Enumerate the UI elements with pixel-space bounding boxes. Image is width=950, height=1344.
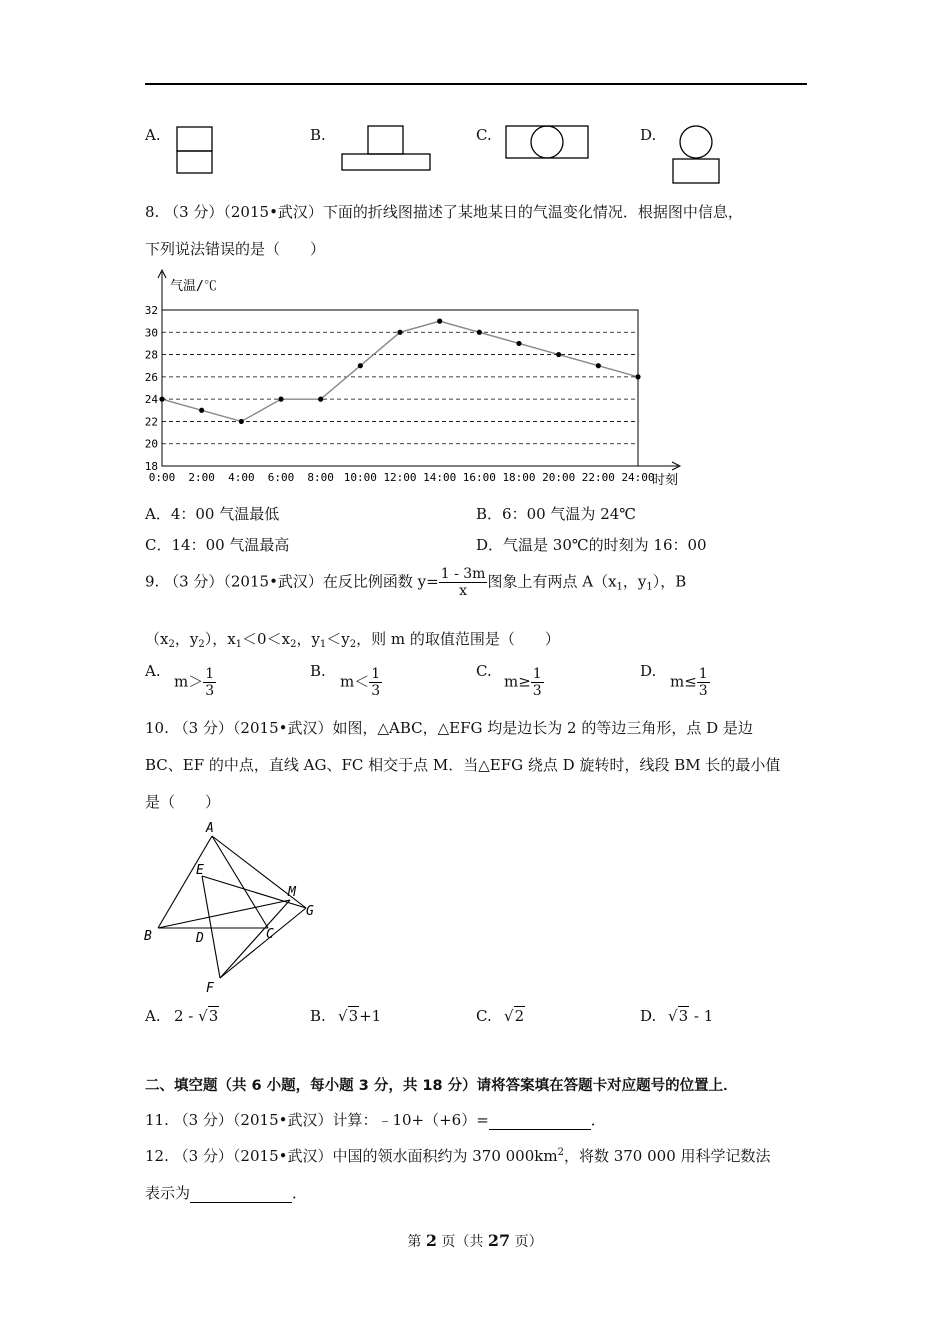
q9-option-b-rel: m＜: [340, 672, 370, 691]
page-footer: [0, 1231, 950, 1251]
q11-answer-blank[interactable]: [489, 1111, 591, 1130]
header-rule: [145, 83, 807, 85]
q12-stem: 12. （3 分）（2015•武汉）中国的领水面积约为 370 000km: [145, 1147, 558, 1165]
q12-line2-prefix: 表示为: [145, 1184, 191, 1202]
q12-tail: ，将数 370 000 用科学记数法: [563, 1147, 771, 1165]
q9-frac-den: x: [459, 583, 468, 599]
q9-fraction: [439, 566, 488, 599]
y-tick-22: 22: [144, 415, 158, 429]
q10-option-d-label[interactable]: D.: [640, 1007, 657, 1025]
q10-option-c-label[interactable]: C.: [476, 1007, 492, 1025]
q10-option-b[interactable]: √3+1: [338, 1007, 382, 1025]
q8-option-d[interactable]: D．气温是 30℃的时刻为 16：00: [476, 536, 707, 554]
q12-line1: [145, 1145, 771, 1166]
q9-option-b-label[interactable]: B.: [310, 662, 326, 680]
q8-option-a[interactable]: A．4：00 气温最低: [145, 505, 280, 523]
q9-option-d-label[interactable]: D.: [640, 662, 657, 680]
q9-option-c-label[interactable]: C.: [476, 662, 492, 680]
q7-option-b-label[interactable]: B.: [310, 126, 326, 144]
q10-option-c-rad: 2: [514, 1007, 525, 1025]
q9-option-d-num: 1: [698, 666, 708, 682]
x-tick-7: 14:00: [423, 471, 457, 484]
q10-option-c[interactable]: √2: [504, 1007, 525, 1025]
label-e: E: [196, 863, 204, 878]
y-tick-32: 32: [144, 304, 158, 317]
q10-triangle-figure: [140, 818, 330, 1000]
q12-answer-blank[interactable]: [190, 1184, 292, 1203]
q10-stem-line3: 是（ ）: [145, 793, 221, 811]
y-tick-24: 24: [144, 393, 158, 407]
q10-option-a[interactable]: 2 - √3: [174, 1007, 219, 1025]
q10-option-d-post: - 1: [689, 1007, 714, 1025]
segment-ef: [202, 876, 220, 978]
y-tick-20: 20: [144, 437, 158, 451]
x-tick-12: 24:00: [621, 471, 655, 484]
label-b: B: [144, 929, 152, 944]
q12-sup: 2: [557, 1147, 564, 1158]
q9-option-d[interactable]: [670, 666, 710, 699]
q9-option-a-rel: m＞: [174, 672, 204, 691]
q9-option-c-num: 1: [532, 666, 542, 682]
data-point-10: [556, 352, 561, 357]
q11-stem: 11. （3 分）（2015•武汉）计算：﹣10+（+6）=: [145, 1111, 489, 1129]
temperature-line-chart: [138, 268, 698, 493]
q9-option-b-den: 3: [371, 683, 381, 699]
q9-option-c-den: 3: [532, 683, 542, 699]
data-point-12: [635, 374, 640, 379]
q8-option-b[interactable]: B．6：00 气温为 24℃: [476, 505, 637, 523]
y-tick-28: 28: [144, 348, 158, 362]
q9-option-c-rel: m≥: [504, 672, 531, 691]
q9-option-a-label[interactable]: A.: [145, 662, 161, 680]
y-axis-title: 气温/℃: [170, 279, 217, 294]
q7-option-c-label[interactable]: C.: [476, 126, 492, 144]
q10-option-d-rad: 3: [678, 1007, 689, 1025]
segment-ab: [158, 836, 212, 928]
q10-stem-line2: BC、EF 的中点，直线 AG、FC 相交于点 M．当△EFG 绕点 D 旋转时，线段 BM 长的最小值: [145, 756, 781, 774]
label-g: G: [306, 904, 314, 919]
data-point-8: [477, 330, 482, 335]
q9-option-c[interactable]: [504, 666, 544, 699]
footer-pre: 第: [407, 1234, 426, 1250]
q9-option-b-num: 1: [371, 666, 381, 682]
x-tick-8: 16:00: [462, 471, 496, 484]
q10-option-a-pre: 2 -: [174, 1007, 199, 1025]
q11-end: ．: [590, 1111, 606, 1129]
q9-line2-prefix: （x: [145, 630, 169, 648]
y-tick-26: 26: [144, 370, 158, 384]
q9-prefix: 9. （3 分）（2015•武汉）在反比例函数 y=: [145, 572, 439, 591]
q7-option-d-label[interactable]: D.: [640, 126, 657, 144]
q10-option-b-rad: 3: [348, 1007, 359, 1025]
q9-stem-line2: （$x_2$，$y_2$），$x_1<0<x_2$，$y_1<y_2$，则 m 的取值范围是（ ）: [145, 630, 560, 650]
label-a: A: [206, 821, 214, 836]
data-point-11: [596, 363, 601, 368]
q9-stem-line1: 9. （3 分）（2015•武汉）在反比例函数 y= $\frac{1 - 3m}{x}$ 图象上有两点 $A(x_1$，$y_1$），B: [145, 566, 687, 599]
footer-total-pages: 27: [487, 1231, 511, 1250]
y-tick-30: 30: [144, 326, 158, 340]
q10-option-b-label[interactable]: B.: [310, 1007, 326, 1025]
q12-end: ．: [292, 1184, 308, 1202]
q7-option-c-figure[interactable]: [504, 124, 592, 162]
data-point-3: [278, 397, 283, 402]
x-tick-1: 2:00: [188, 471, 215, 484]
data-point-2: [239, 419, 244, 424]
x-tick-5: 10:00: [343, 471, 377, 484]
q9-option-a-num: 1: [205, 666, 215, 682]
x-tick-2: 4:00: [228, 471, 255, 484]
x-tick-3: 6:00: [267, 471, 295, 484]
q9-option-d-rel: m≤: [670, 672, 697, 691]
q7-option-b-figure[interactable]: [340, 124, 434, 174]
x-tick-11: 22:00: [581, 471, 615, 484]
x-tick-0: 0:00: [148, 471, 176, 484]
footer-mid: 页（共: [436, 1234, 488, 1250]
x-tick-4: 8:00: [307, 471, 334, 484]
q7-option-d-figure[interactable]: [668, 124, 724, 188]
line-fm: [220, 900, 290, 978]
data-point-9: [516, 341, 521, 346]
q9-option-b[interactable]: [340, 666, 382, 699]
label-d: D: [196, 931, 204, 946]
y-tick-18: 18: [144, 460, 158, 473]
footer-page-number: 2: [425, 1231, 437, 1250]
data-point-6: [397, 330, 402, 335]
temperature-series-line: [162, 321, 638, 421]
footer-post: 页）: [510, 1234, 543, 1250]
q9-option-a[interactable]: [174, 666, 216, 699]
q9-option-d-den: 3: [698, 683, 708, 699]
q10-option-d[interactable]: √3 - 1: [668, 1007, 714, 1025]
q9-frac-num: 1 - 3m: [440, 566, 486, 582]
data-point-0: [159, 397, 164, 402]
q12-line2: [145, 1182, 307, 1203]
label-f: F: [206, 981, 214, 996]
label-c: C: [266, 927, 274, 942]
q8-stem-line1: 8. （3 分）（2015•武汉）下面的折线图描述了某地某日的气温变化情况．根据图中信息，: [145, 203, 743, 221]
q8-stem-line2: 下列说法错误的是（ ）: [145, 240, 326, 258]
q9-option-a-den: 3: [205, 683, 215, 699]
q9-question-tail: ，则 m 的取值范围是（ ）: [356, 630, 560, 648]
q7-option-a-figure[interactable]: [176, 126, 216, 178]
q10-option-a-rad: 3: [208, 1007, 219, 1025]
x-axis-title: 时刻: [652, 473, 679, 488]
q8-option-c[interactable]: C．14：00 气温最高: [145, 536, 290, 554]
q11-line: [145, 1109, 606, 1130]
label-m: M: [288, 885, 296, 900]
x-tick-10: 20:00: [542, 471, 576, 484]
data-point-5: [358, 363, 363, 368]
segment-bm: [158, 900, 290, 928]
section2-heading: 二、填空题（共 6 小题，每小题 3 分，共 18 分）请将答案填在答题卡对应题号的位置上．: [145, 1078, 738, 1094]
data-point-1: [199, 408, 204, 413]
x-tick-9: 18:00: [502, 471, 536, 484]
data-point-4: [318, 397, 323, 402]
q10-option-a-label[interactable]: A.: [145, 1007, 161, 1025]
segment-fg: [220, 908, 306, 978]
x-tick-6: 12:00: [383, 471, 417, 484]
q7-option-a-label[interactable]: A.: [145, 126, 161, 144]
q10-option-b-post: +1: [359, 1007, 382, 1025]
q10-stem-line1: 10. （3 分）（2015•武汉）如图，△ABC，△EFG 均是边长为 2 的等边三角形，点 D 是边: [145, 719, 753, 737]
data-point-7: [437, 319, 442, 324]
q9-suffix: 图象上有两点 A（x: [487, 572, 617, 591]
